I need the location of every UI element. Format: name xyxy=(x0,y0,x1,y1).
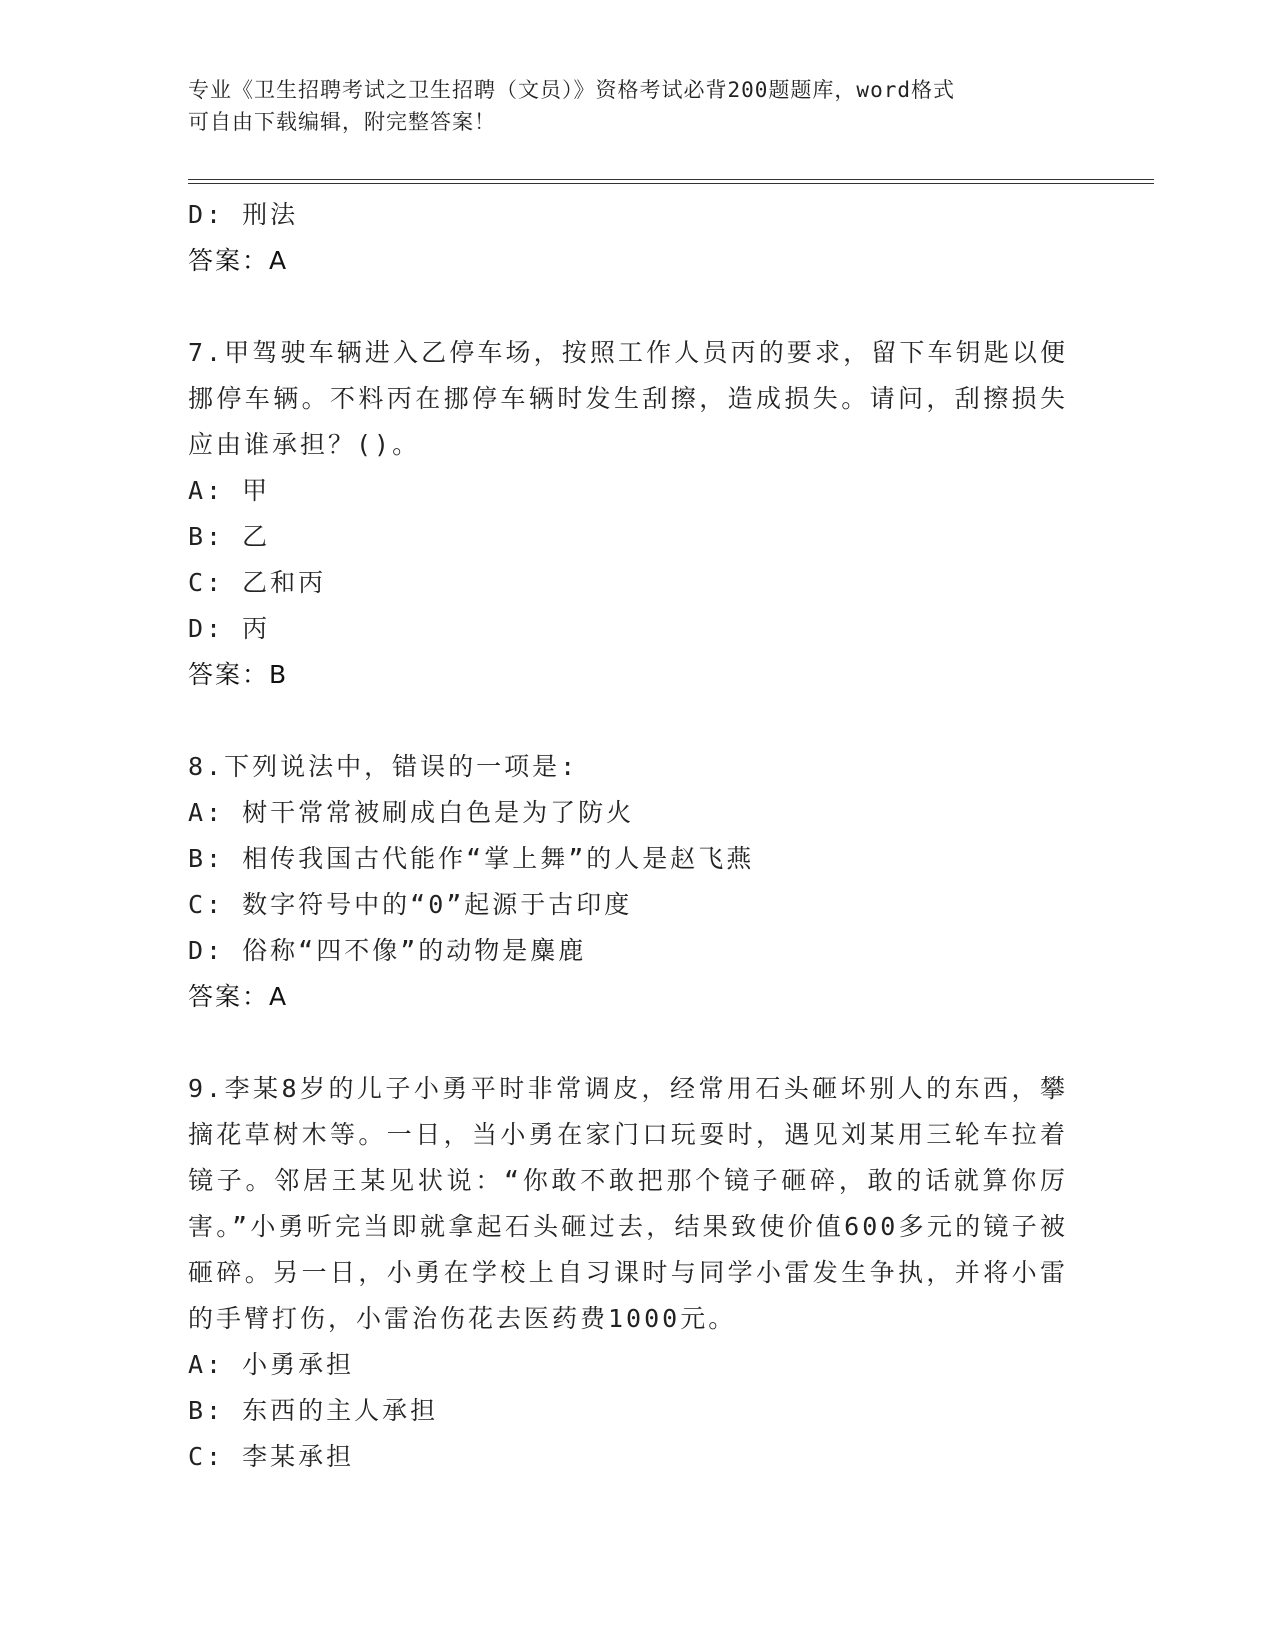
option-c: C: 数字符号中的“0”起源于古印度 xyxy=(188,890,633,919)
document-body xyxy=(188,192,1068,1480)
answer: 答案：A xyxy=(188,246,289,275)
answer: 答案：B xyxy=(188,660,289,689)
option-b: B: 东西的主人承担 xyxy=(188,1396,439,1425)
question-stem: 9.李某8岁的儿子小勇平时非常调皮，经常用石头砸坏别人的东西，攀摘花草树木等。一日，当小勇在家门口玩耍时，遇见刘某用三轮车拉着镜子。邻居王某见状说：“你敢不敢把那个镜子砸碎，敢的话就算你厉害。”小勇听完当即就拿起石头砸过去，结果致使价值600多元的镜子被砸碎。另一日，小勇在学校上自习课时与同学小雷发生争执，并将小雷的手臂打伤，小雷治伤花去医药费1000元。 xyxy=(188,1074,1068,1333)
answer: 答案：A xyxy=(188,982,289,1011)
option-a: A: 小勇承担 xyxy=(188,1350,355,1379)
option-b: B: 相传我国古代能作“掌上舞”的人是赵飞燕 xyxy=(188,844,755,873)
option-d: D: 丙 xyxy=(188,614,271,643)
option-d: D: 刑法 xyxy=(188,200,299,229)
option-c: C: 李某承担 xyxy=(188,1442,355,1471)
option-a: A: 树干常常被刷成白色是为了防火 xyxy=(188,798,635,827)
option-d: D: 俗称“四不像”的动物是麋鹿 xyxy=(188,936,587,965)
question-7 xyxy=(188,330,1068,698)
header-title-line-1: 专业《卫生招聘考试之卫生招聘（文员）》资格考试必背200题题库，word格式 xyxy=(188,78,955,102)
option-a: A: 甲 xyxy=(188,476,271,505)
header-divider-bottom xyxy=(188,183,1154,184)
option-b: B: 乙 xyxy=(188,522,271,551)
header-divider-top xyxy=(188,179,1154,180)
question-stem: 7.甲驾驶车辆进入乙停车场，按照工作人员丙的要求，留下车钥匙以便挪停车辆。不料丙在挪停车辆时发生刮擦，造成损失。请问，刮擦损失应由谁承担？()。 xyxy=(188,338,1068,459)
document-header xyxy=(188,74,1088,138)
question-8 xyxy=(188,744,1068,1020)
question-6-tail xyxy=(188,192,1068,284)
question-9 xyxy=(188,1066,1068,1480)
header-title-line-2: 可自由下载编辑，附完整答案！ xyxy=(188,110,496,134)
option-c: C: 乙和丙 xyxy=(188,568,327,597)
question-stem: 8.下列说法中，错误的一项是: xyxy=(188,752,579,781)
